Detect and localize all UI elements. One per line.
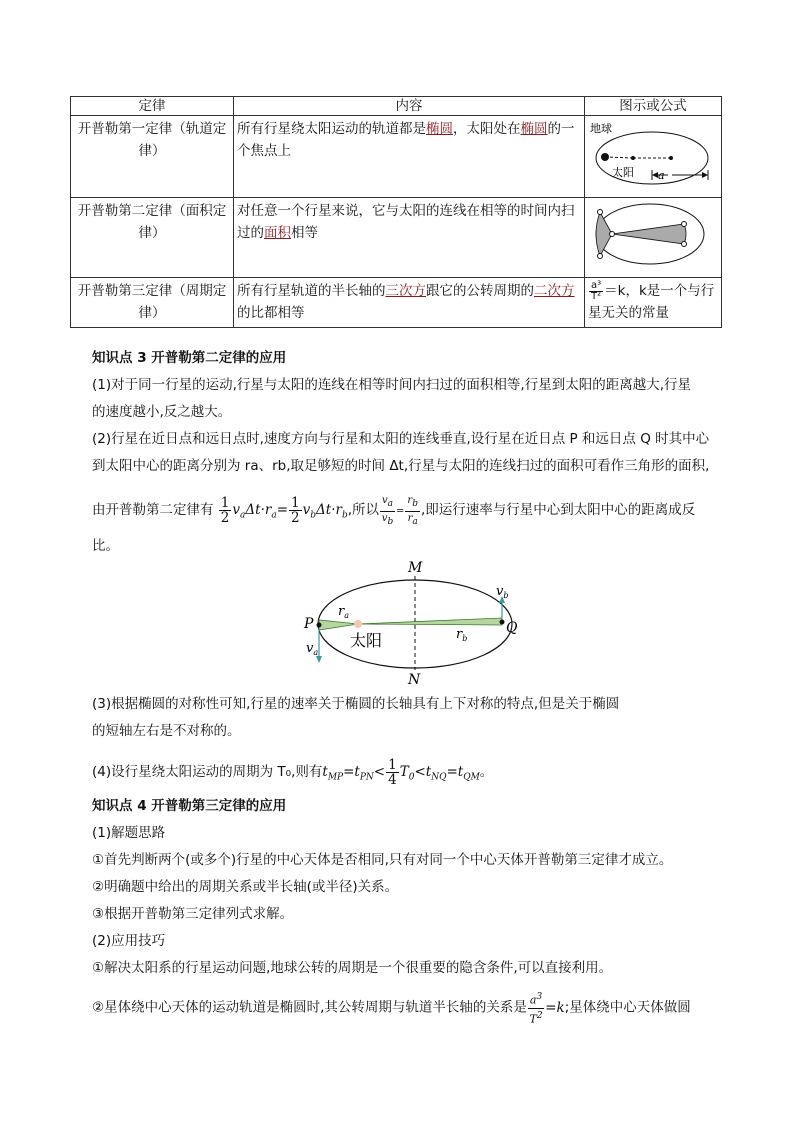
section3-p2a: (2)行星在近日点和远日点时,速度方向与行星和太阳的连线垂直,设行星在近日点 P 和远日点 Q 时其中心 <box>92 431 710 447</box>
label-M: M <box>408 560 423 576</box>
section3-p4: (4)设行星绕太阳运动的周期为 T₀,则有$t_{MP}=t_{PN}<$ $\frac{1}{4}$ $T_0<t_{NQ}=t_{QM}$。 <box>92 757 494 788</box>
a-label: a <box>658 169 665 182</box>
law-3-formula: $\frac{\text{a³}}{\text{T²}}$ ＝k，k是一个与行星无关的常量 <box>585 278 722 328</box>
header-law: 定律 <box>71 97 234 116</box>
section4-title: 知识点 4 开普勒第三定律的应用 <box>92 798 287 814</box>
orbit-diagram <box>300 556 530 688</box>
label-rb: $r_b$ <box>456 627 468 643</box>
section3-p3a: (3)根据椭圆的对称性可知,行星的速率关于椭圆的长轴具有上下对称的特点,但是关于椭圆 <box>92 696 620 712</box>
section3-p3b: 的短轴左右是不对称的。 <box>92 723 241 739</box>
label-P: P <box>304 616 314 632</box>
section3-p1a: (1)对于同一行星的运动,行星与太阳的连线在相等时间内扫过的面积相等,行星到太阳的距离越大,行星 <box>92 377 691 393</box>
kepler-laws-table <box>70 96 722 328</box>
ellipse-orbit-figure <box>588 118 714 188</box>
sun-label: 太阳 <box>612 166 634 179</box>
law-1-content: 所有行星绕太阳运动的轨道都是椭圆，太阳处在椭圆的一个焦点上 <box>234 116 585 198</box>
label-sun: 太阳 <box>350 631 383 650</box>
perihelion-point <box>317 623 322 628</box>
label-va: $v_a$ <box>306 641 319 657</box>
aphelion-point <box>500 620 505 625</box>
law-2-name: 开普勒第二定律（面积定律） <box>71 198 234 278</box>
law-2-content: 对任意一个行星来说，它与太阳的连线在相等的时间内扫过的面积相等 <box>234 198 585 278</box>
equal-area-figure <box>588 200 714 268</box>
section4-s2: (2)应用技巧 <box>92 933 166 949</box>
section4-s1: (1)解题思路 <box>92 825 166 841</box>
section3-p2d: 比。 <box>92 538 119 554</box>
label-ra: $r_a$ <box>338 604 349 620</box>
sun-dot <box>354 620 362 628</box>
earth-label: 地球 <box>590 122 612 135</box>
section4-s1a: ①首先判断两个(或多个)行星的中心天体是否相同,只有对同一个中心天体开普勒第三定律才成立。 <box>92 852 673 868</box>
section4-s1b: ②明确题中给出的周期关系或半长轴(或半径)关系。 <box>92 879 399 895</box>
section3-title: 知识点 3 开普勒第二定律的应用 <box>92 350 287 366</box>
law-1-name: 开普勒第一定律（轨道定律） <box>71 116 234 198</box>
section3-p1b: 的速度越小,反之越大。 <box>92 404 232 420</box>
law-3-name: 开普勒第三定律（周期定律） <box>71 278 234 328</box>
section3-p2c: 由开普勒第二定律有 $\frac{1}{2}$ $v_a\Delta t\cdot r_a=$ $\frac{1}{2}$ $v_b\Delta t\cdot r_b$,所以 $\frac{v_a}{v_b}$ = $\frac{r_b}{r_a}$ ,即运行速率与行星中心到太阳中心的距离成反 <box>92 495 696 527</box>
section4-s2a: ①解决太阳系的行星运动问题,地球公转的周期是一个很重要的隐含条件,可以直接利用。 <box>92 960 613 976</box>
label-vb: $v_b$ <box>496 584 509 600</box>
label-Q: Q <box>506 620 518 636</box>
law-2-figure <box>585 198 722 278</box>
header-content: 内容 <box>234 97 585 116</box>
law-1-figure <box>585 116 722 198</box>
section4-s2b: ②星体绕中心天体的运动轨道是椭圆时,其公转周期与轨道半长轴的关系是 $\frac{a^3}{T^2}$ =k;星体绕中心天体做圆 <box>92 992 691 1026</box>
label-N: N <box>408 672 421 688</box>
section3-p2b: 到太阳中心的距离分别为 ra、rb,取足够短的时间 Δt,行星与太阳的连线扫过的面积可看作三角形的面积, <box>92 458 710 474</box>
law-3-content: 所有行星轨道的半长轴的三次方跟它的公转周期的二次方的比都相等 <box>234 278 585 328</box>
section4-s1c: ③根据开普勒第三定律列式求解。 <box>92 906 294 922</box>
header-figure: 图示或公式 <box>585 97 722 116</box>
